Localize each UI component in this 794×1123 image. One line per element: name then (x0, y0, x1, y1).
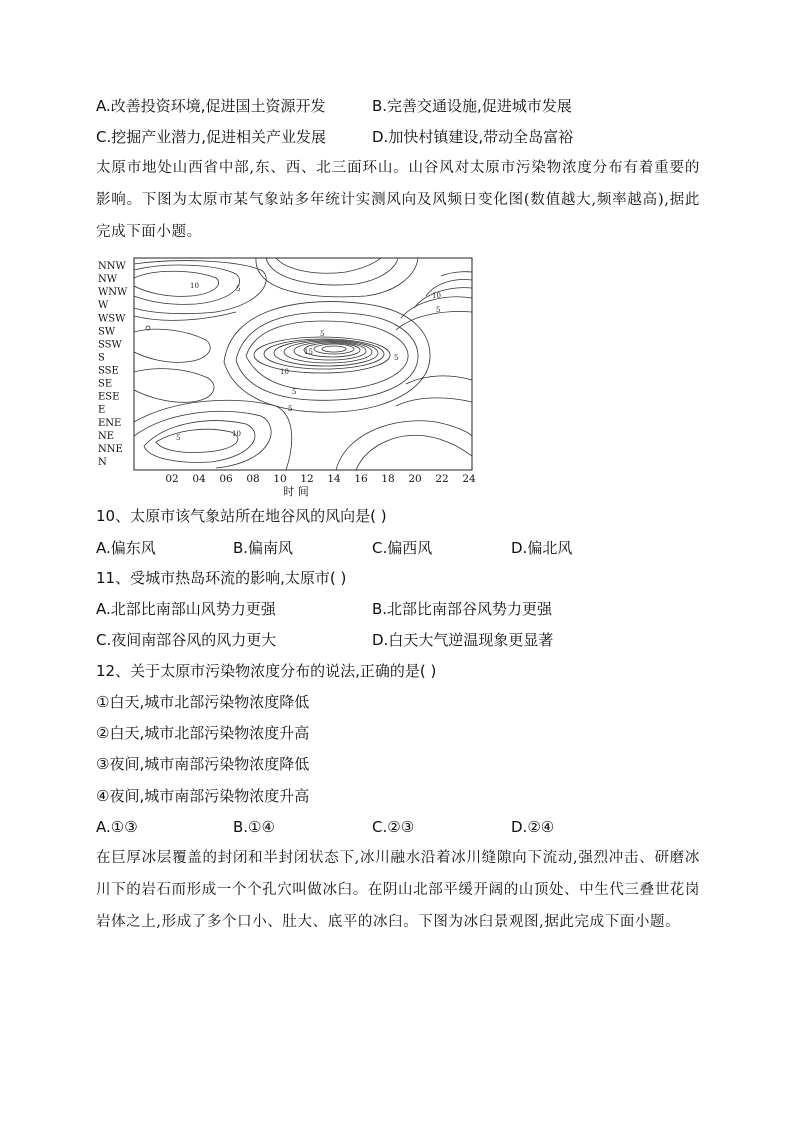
contour-label: 5 (176, 434, 181, 442)
contour-label: 5 (236, 285, 241, 293)
y-tick-label: ENE (98, 417, 122, 429)
contour-label: 5 (288, 405, 293, 413)
intro-paragraph-glacier: 在巨厚冰层覆盖的封闭和半封闭状态下,冰川融水沿着冰川缝隙向下流动,强烈冲击、研磨冰川下的岩石而形成一个个孔穴叫做冰臼。在阴山北部平缓开阔的山顶处、中生代三叠世花岗岩体之上,形成了多个口小、肚大、底平的冰臼。下图为冰臼景观图,据此完成下面小题。 (96, 850, 700, 930)
q12-item-2: ②白天,城市北部污染物浓度升高 (96, 724, 310, 742)
q12-item-1: ①白天,城市北部污染物浓度降低 (96, 693, 310, 711)
contour-label: 5 (436, 306, 441, 314)
contour-label: 5 (394, 354, 399, 362)
y-tick-label: W (98, 300, 109, 312)
contour-label: 10 (432, 292, 441, 300)
x-axis-label: 时 间 (283, 485, 309, 498)
y-tick-label: SE (98, 378, 113, 390)
x-tick-label: 06 (219, 473, 233, 485)
x-tick-label: 16 (354, 473, 368, 485)
q10-stem: 10、太原市该气象站所在地谷风的风向是( ) (96, 507, 387, 525)
y-tick-label: E (98, 404, 106, 416)
y-tick-label: S (98, 352, 105, 364)
y-tick-label: NNW (98, 261, 126, 272)
q11-option-d: D.白天大气逆温现象更显著 (372, 631, 554, 649)
q11-stem: 11、受城市热岛环流的影响,太原市( ) (96, 569, 347, 587)
x-tick-label: 24 (462, 473, 476, 485)
q11-option-c: C.夜间南部谷风的风力更大 (96, 631, 277, 649)
q9-option-a: A.改善投资环境,促进国土资源开发 (96, 97, 326, 115)
y-axis-ticks (98, 261, 128, 468)
y-tick-label: SW (98, 326, 116, 338)
q12-option-c: C.②③ (372, 818, 415, 836)
contour-label: 10 (190, 282, 199, 290)
x-tick-label: 10 (273, 473, 287, 485)
q11-option-a: A.北部比南部山风势力更强 (96, 600, 276, 618)
contour-label: 10 (232, 430, 241, 438)
plot-area (134, 258, 472, 470)
contour-label: 5 (320, 330, 325, 338)
y-tick-label: NW (98, 274, 118, 286)
q12-option-a: A.①③ (96, 818, 138, 836)
y-tick-label: NE (98, 430, 115, 442)
q12-option-d: D.②④ (511, 818, 555, 836)
x-tick-label: 14 (327, 473, 341, 485)
x-tick-label: 22 (435, 473, 449, 485)
y-tick-label: SSE (98, 365, 119, 377)
q12-item-3: ③夜间,城市南部污染物浓度降低 (96, 755, 310, 773)
y-tick-label: NNE (98, 443, 123, 455)
q12-item-4: ④夜间,城市南部污染物浓度升高 (96, 787, 310, 805)
q10-option-a: A.偏东风 (96, 539, 156, 557)
x-tick-label: 08 (246, 473, 260, 485)
q9-option-b: B.完善交通设施,促进城市发展 (372, 97, 572, 115)
intro-paragraph-wind: 太原市地处山西省中部,东、西、北三面环山。山谷风对太原市污染物浓度分布有着重要的影响。下图为太原市某气象站多年统计实测风向及风频日变化图(数值越大,频率越高),据此完成下面小题。 (96, 160, 700, 240)
q10-option-c: C.偏西风 (372, 539, 433, 557)
x-tick-label: 04 (192, 473, 206, 485)
x-axis-ticks (165, 473, 476, 485)
q12-stem: 12、关于太原市污染物浓度分布的说法,正确的是( ) (96, 662, 437, 680)
contour-label: 10 (280, 368, 289, 376)
q10-option-b: B.偏南风 (233, 539, 294, 557)
y-tick-label: WSW (98, 313, 126, 325)
contour-label: 15 (304, 348, 313, 356)
x-tick-label: 18 (381, 473, 395, 485)
y-tick-label: SSW (98, 339, 122, 351)
y-tick-label: WNW (98, 287, 128, 299)
x-tick-label: 20 (408, 473, 422, 485)
x-tick-label: 12 (300, 473, 314, 485)
q12-option-b: B.①④ (233, 818, 275, 836)
q10-option-d: D.偏北风 (511, 539, 573, 557)
contour-label: 5 (292, 388, 297, 396)
x-tick-label: 02 (165, 473, 179, 485)
y-tick-label: N (98, 457, 107, 468)
q9-option-d: D.加快村镇建设,带动全岛富裕 (372, 128, 574, 146)
wind-frequency-contour-chart (96, 256, 486, 500)
y-tick-label: ESE (98, 391, 120, 403)
q11-option-b: B.北部比南部谷风势力更强 (372, 600, 553, 618)
q9-option-c: C.挖掘产业潜力,促进相关产业发展 (96, 128, 327, 146)
